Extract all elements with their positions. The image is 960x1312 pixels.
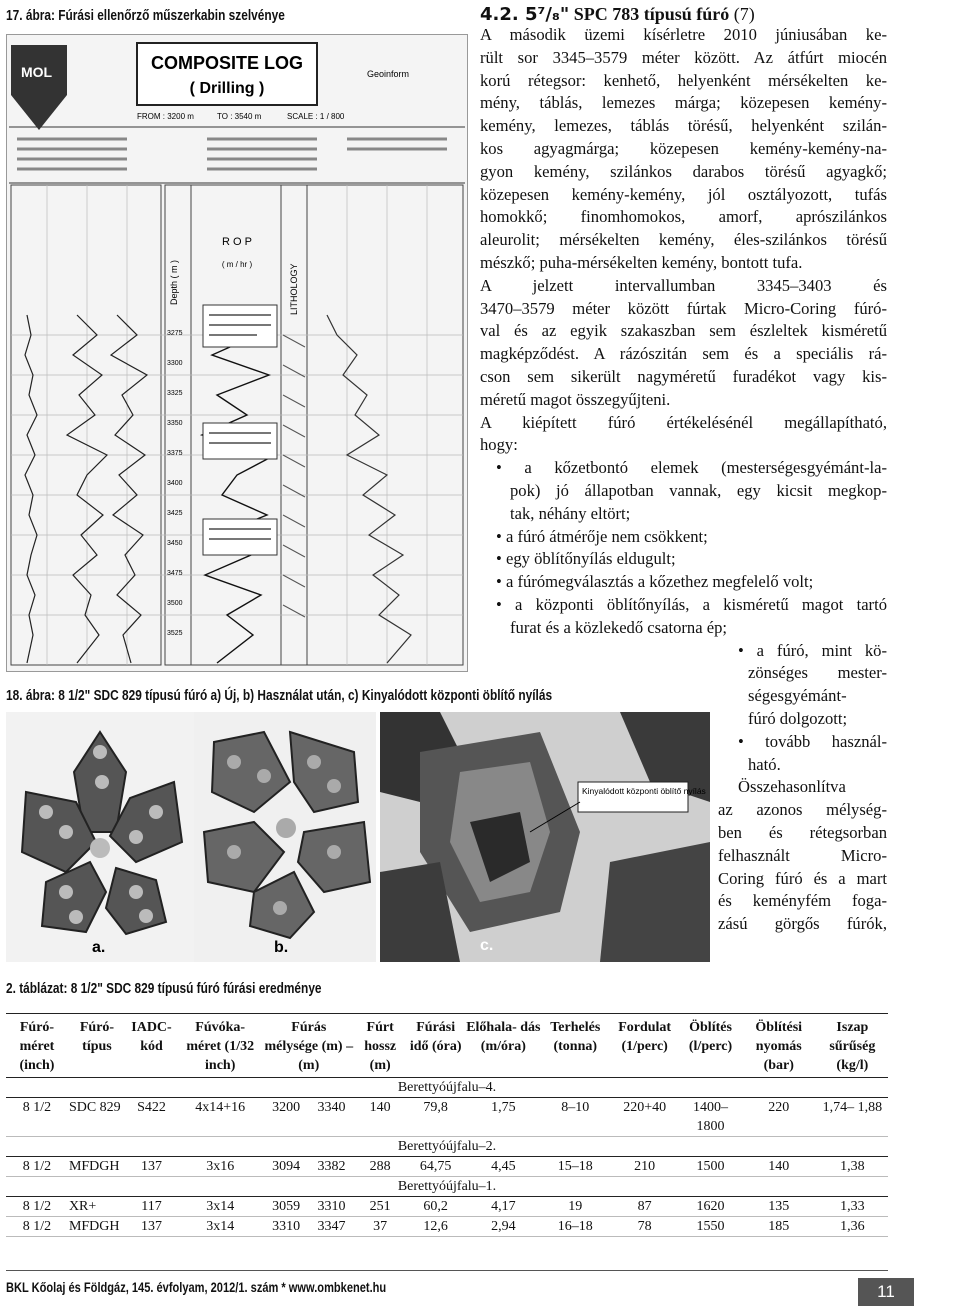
depth-tick-label: 3475 xyxy=(167,570,183,577)
table-cell: 1,33 xyxy=(817,1197,888,1217)
table-cell: MFDGH xyxy=(68,1217,126,1237)
depth-tick-label: 3425 xyxy=(167,510,183,517)
table-cell: 19 xyxy=(542,1197,610,1217)
table-cell: 15–18 xyxy=(542,1157,610,1177)
table-cell: 3382 xyxy=(309,1157,354,1177)
table-caption: 2. táblázat: 8 1/2" SDC 829 típusú fúró fúrási eredménye xyxy=(6,981,322,997)
text-line: mény, táblás, lemezes márga; közepesen kemény- xyxy=(480,93,887,113)
table-cell: 8–10 xyxy=(542,1098,610,1137)
from-label: FROM : 3200 m xyxy=(137,112,194,121)
table-row xyxy=(6,1197,888,1217)
table-cell: 220+40 xyxy=(609,1098,680,1137)
text-line: • a fúró, mint kö- xyxy=(738,640,887,660)
table-cell: 3x14 xyxy=(177,1197,263,1217)
table-cell: 1550 xyxy=(680,1217,740,1237)
text-line: gyon kemény, szilánkos darabos törésű agyagkő; xyxy=(480,161,887,181)
text-line: • a fúrómegválasztás a kőzethez megfelelő volt; xyxy=(496,572,814,592)
table-header-cell: Fúró- méret (inch) xyxy=(6,1016,68,1078)
text-line: homokkő; finomhomokos, amorf, aprószilánkos xyxy=(480,207,887,227)
table-cell: 140 xyxy=(354,1098,406,1137)
table-header-cell: Terhelés (tonna) xyxy=(542,1016,610,1078)
photo-label-c: c. xyxy=(480,937,494,954)
text-line: furat és a közlekedő csatorna ép; xyxy=(510,617,727,637)
text-line: rült sor 3345–3579 méter között. Az átfúrt miocén xyxy=(480,47,887,67)
table-cell: 2,94 xyxy=(465,1217,541,1237)
scale-label: SCALE : 1 / 800 xyxy=(287,112,345,121)
table-cell: 210 xyxy=(609,1157,680,1177)
table-cell: 79,8 xyxy=(406,1098,465,1137)
table-cell: 8 1/2 xyxy=(6,1217,68,1237)
well-name: Berettyóújfalu–1. xyxy=(6,1177,888,1197)
table-cell: 1,36 xyxy=(817,1217,888,1237)
text-line: méretű magot összegyűjteni. xyxy=(480,389,671,409)
text-line: mészkő; puha-mérsékelten kemény, bontott tufa. xyxy=(480,253,803,272)
section-title xyxy=(480,4,755,25)
section-number: 4.2. 5⁷/₈" xyxy=(480,4,570,25)
table-cell: 87 xyxy=(609,1197,680,1217)
figure-17-caption: 17. ábra: Fúrási ellenőrző műszerkabin szelvénye xyxy=(6,8,285,24)
rop-label: R O P xyxy=(222,236,252,248)
table-cell: 137 xyxy=(126,1157,177,1177)
text-line: • tovább használ- xyxy=(738,731,887,751)
text-line: pok) jó állapotban vannak, egy kicsit megkop- xyxy=(510,481,887,500)
figure-18-caption: 18. ábra: 8 1/2" SDC 829 típusú fúró a) Új, b) Használat után, c) Kinyalódott központi öblítő nyílás xyxy=(6,688,553,704)
text-line: 3470–3579 méter között fúrtak Micro-Coring fúró- xyxy=(480,298,887,318)
table-cell: 1,75 xyxy=(465,1098,541,1137)
company-text: Geoinform xyxy=(367,69,410,79)
table-header-row xyxy=(6,1016,888,1078)
table-cell: 288 xyxy=(354,1157,406,1177)
page-number: 11 xyxy=(858,1278,914,1306)
text-line: ben és rétegsorban xyxy=(718,823,887,842)
table-cell: XR+ xyxy=(68,1197,126,1217)
pdc-bit-new-image xyxy=(6,712,194,962)
photo-nozzle xyxy=(380,712,710,962)
table-cell: 37 xyxy=(354,1217,406,1237)
text-line: ségesgyémánt- xyxy=(748,686,847,706)
depth-tick-label: 3325 xyxy=(167,390,183,397)
table-cell: 60,2 xyxy=(406,1197,465,1217)
text-line: Összehasonlítva xyxy=(738,777,846,797)
table-header-cell: Iszap sűrűség (kg/l) xyxy=(817,1016,888,1078)
table-cell: 137 xyxy=(126,1217,177,1237)
table-group-row xyxy=(6,1177,888,1197)
table-row xyxy=(6,1217,888,1237)
text-line: • egy öblítőnyílás eldugult; xyxy=(496,549,676,569)
text-line: közepesen kemény-kemény, jól osztályozott, tufás xyxy=(480,184,887,204)
table-cell: 3310 xyxy=(309,1197,354,1217)
depth-tick-label: 3525 xyxy=(167,630,183,637)
table-cell: 4x14+16 xyxy=(177,1098,263,1137)
table-cell: 140 xyxy=(741,1157,817,1177)
footer-rule xyxy=(6,1270,888,1271)
table-header-cell: Öblítés (l/perc) xyxy=(680,1016,740,1078)
table-header-cell: Fúrás mélysége (m) – (m) xyxy=(263,1016,354,1078)
section-title-text: SPC 783 típusú fúró xyxy=(573,4,730,24)
depth-tick-label: 3500 xyxy=(167,600,183,607)
text-line: zönséges mester- xyxy=(748,663,887,683)
table-cell: 117 xyxy=(126,1197,177,1217)
text-line: aleurolit; mérsékelten kemény, éles-szilánkos törésű xyxy=(480,230,887,250)
depth-tick-label: 3400 xyxy=(167,480,183,487)
pdc-bit-used-image xyxy=(194,712,376,962)
table-cell: 8 1/2 xyxy=(6,1157,68,1177)
photo-label-a: a. xyxy=(92,939,106,956)
table-cell: 4,45 xyxy=(465,1157,541,1177)
to-label: TO : 3540 m xyxy=(217,112,262,121)
text-line: az azonos mélység- xyxy=(718,800,887,820)
table-cell: 1620 xyxy=(680,1197,740,1217)
table-cell: 1400– 1800 xyxy=(680,1098,740,1137)
text-line: és keményfém foga- xyxy=(718,891,887,911)
text-line: cson sem sikerült nagyméretű furadékot vagy kis- xyxy=(480,367,887,386)
table-cell: 251 xyxy=(354,1197,406,1217)
table-cell: 3310 xyxy=(263,1217,308,1237)
table-header-cell: Öblítési nyomás (bar) xyxy=(741,1016,817,1078)
table-cell: 220 xyxy=(741,1098,817,1137)
table-cell: 3x16 xyxy=(177,1157,263,1177)
table-cell: 3340 xyxy=(309,1098,354,1137)
text-line: tak, néhány eltört; xyxy=(510,503,631,523)
table-cell: MFDGH xyxy=(68,1157,126,1177)
table-cell: SDC 829 xyxy=(68,1098,126,1137)
table-cell: 185 xyxy=(741,1217,817,1237)
table-cell: 12,6 xyxy=(406,1217,465,1237)
text-line: ható. xyxy=(748,754,781,774)
rop-unit: ( m / hr ) xyxy=(221,260,253,269)
depth-tick-label: 3350 xyxy=(167,420,183,427)
text-line: Coring fúró és a mart xyxy=(718,868,887,888)
table-cell: 135 xyxy=(741,1197,817,1217)
table-cell: 1,74– 1,88 xyxy=(817,1098,888,1137)
table-header-cell: Fordulat (1/perc) xyxy=(609,1016,680,1078)
text-line: magképződést. A rázószitán sem és a speciális rá- xyxy=(480,344,887,364)
logo-text: MOL xyxy=(21,64,53,80)
depth-tick-label: 3275 xyxy=(167,330,183,337)
nozzle-callout: Kinyalódott központi öblítő nyílás xyxy=(582,786,706,796)
text-line: A második üzemi kísérletre 2010 júniusában ke- xyxy=(480,25,887,44)
photo-label-b: b. xyxy=(274,939,289,956)
table-cell: 3x14 xyxy=(177,1217,263,1237)
footer-text: BKL Kőolaj és Földgáz, 145. évfolyam, 2012/1. szám * www.ombkenet.hu xyxy=(6,1280,387,1295)
table-cell: 3200 xyxy=(263,1098,308,1137)
text-line: • a kőzetbontó elemek (mesterségesgyémánt-la- xyxy=(496,458,887,478)
lithology-label: LITHOLOGY xyxy=(289,263,299,315)
table-body xyxy=(6,1078,888,1237)
depth-tick-label: 3450 xyxy=(167,540,183,547)
well-name: Berettyóújfalu–4. xyxy=(6,1078,888,1098)
table-cell: 3059 xyxy=(263,1197,308,1217)
photo-new-bit xyxy=(6,712,194,962)
table-cell: 16–18 xyxy=(542,1217,610,1237)
table-cell: 1,38 xyxy=(817,1157,888,1177)
text-line: • a központi öblítőnyílás, a kisméretű magot tartó xyxy=(496,595,887,614)
table-cell: 78 xyxy=(609,1217,680,1237)
text-line: kemény, lemezes, táblás törésű, helyenként szilán- xyxy=(480,116,887,136)
composite-log-figure xyxy=(6,34,468,672)
log-subtitle: ( Drilling ) xyxy=(189,80,265,97)
drilling-results-table xyxy=(6,1016,888,1237)
text-line: A jelzett intervallumban 3345–3403 és xyxy=(480,275,887,295)
text-line: fúró dolgozott; xyxy=(748,709,848,728)
table-cell: S422 xyxy=(126,1098,177,1137)
nozzle-closeup-image xyxy=(380,712,710,962)
text-line: kos agyagmárga; közepesen kemény-kemény-na- xyxy=(480,139,887,158)
table-cell: 3094 xyxy=(263,1157,308,1177)
depth-ticks xyxy=(167,330,183,637)
table-header-cell: Fúrási idő (óra) xyxy=(406,1016,465,1078)
table-cell: 4,17 xyxy=(465,1197,541,1217)
table-cell: 8 1/2 xyxy=(6,1098,68,1137)
well-name: Berettyóújfalu–2. xyxy=(6,1137,888,1157)
depth-axis-label: Depth ( m ) xyxy=(169,259,179,305)
text-line: zású görgős fúrók, xyxy=(718,914,887,934)
text-line: felhasznált Micro- xyxy=(718,845,887,865)
table-row xyxy=(6,1157,888,1177)
table-cell: 8 1/2 xyxy=(6,1197,68,1217)
text-line: hogy: xyxy=(480,435,518,455)
table-top-rule xyxy=(6,1013,888,1014)
table-cell: 64,75 xyxy=(406,1157,465,1177)
section-ref: (7) xyxy=(733,4,755,24)
text-line: val és az egyik szakaszban sem észleltek kisméretű xyxy=(480,321,887,341)
photo-used-bit xyxy=(194,712,376,962)
table-header-cell: Fúrt hossz (m) xyxy=(354,1016,406,1078)
table-cell: 3347 xyxy=(309,1217,354,1237)
table-header-cell: Fúvóka- méret (1/32 inch) xyxy=(177,1016,263,1078)
table-header-cell: IADC- kód xyxy=(126,1016,177,1078)
composite-log-drawing xyxy=(7,35,467,671)
table-cell: 1500 xyxy=(680,1157,740,1177)
depth-tick-label: 3300 xyxy=(167,360,183,367)
table-row xyxy=(6,1098,888,1137)
text-line: A kiépített fúró értékelésénél megállapítható, xyxy=(480,412,887,432)
text-line: korú rétegsor: kenhető, helyenként mérsékelten ke- xyxy=(480,70,887,90)
table-header-cell: Előhala- dás (m/óra) xyxy=(465,1016,541,1078)
text-line: • a fúró átmérője nem csökkent; xyxy=(496,526,708,546)
mol-logo-shape xyxy=(11,45,67,130)
table-header-cell: Fúró- típus xyxy=(68,1016,126,1078)
table-group-row xyxy=(6,1078,888,1098)
log-title: COMPOSITE LOG xyxy=(150,53,304,73)
table-group-row xyxy=(6,1137,888,1157)
depth-tick-label: 3375 xyxy=(167,450,183,457)
